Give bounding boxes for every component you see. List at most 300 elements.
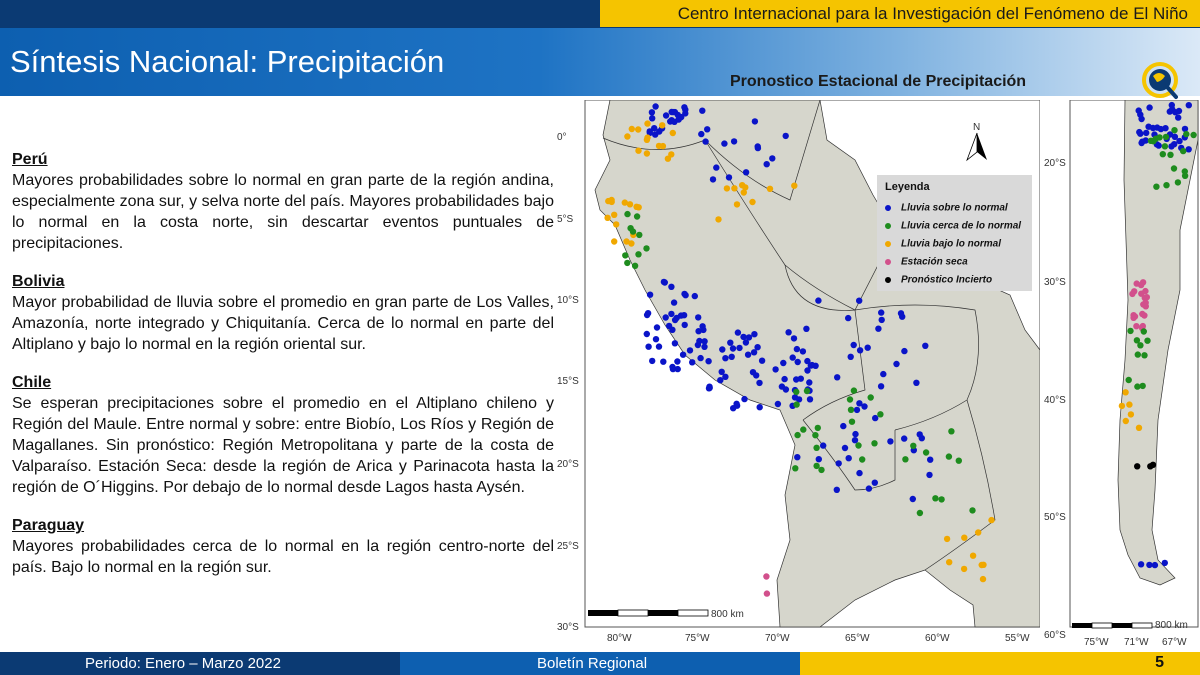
legend-dot [885,259,891,265]
station-dot [764,161,770,167]
station-dot [1130,315,1136,321]
station-dot [669,327,675,333]
organization-name: Centro Internacional para la Investigación del Fenómeno de El Niño [677,4,1188,23]
station-dot [668,151,674,157]
station-dot [865,345,871,351]
station-dot [1160,151,1166,157]
station-dot [701,344,707,350]
station-dot [1139,139,1145,145]
lat-label: 30°S [557,622,579,633]
station-dot [1171,127,1177,133]
legend-label: Lluvia cerca de lo normal [901,220,1022,232]
station-dot [1150,138,1156,144]
station-dot [1134,463,1140,469]
latitude-labels [557,132,579,633]
station-dot [980,562,986,568]
lon-label: 70°W [765,633,790,644]
station-dot [956,458,962,464]
station-dot [988,517,994,523]
station-dot [878,383,884,389]
section-body: Mayores probabilidades sobre lo normal en gran parte de la región andina, especialmente zona sur, y selva norte del país. Mayores probabilidades bajo lo normal en la costa norte, sin descartar eventos puntuales de precipitaciones. [12,172,554,252]
station-dot [1127,328,1133,334]
station-dot [866,485,872,491]
station-dot [705,358,711,364]
station-dot [674,358,680,364]
station-dot [785,329,791,335]
station-dot [656,143,662,149]
station-dot [667,118,673,124]
station-dot [816,456,822,462]
station-dot [1171,165,1177,171]
station-dot [1153,184,1159,190]
station-dot [699,108,705,114]
station-dot [800,426,806,432]
station-dot [901,435,907,441]
station-dot [803,326,809,332]
station-dot [644,134,650,140]
station-dot [678,114,684,120]
section-body: Mayores probabilidades cerca de lo normal en la región centro-norte del país. Bajo lo normal en la región sur. [12,538,554,576]
station-dot [1136,425,1142,431]
station-dot [767,186,773,192]
station-dot [792,465,798,471]
station-dot [926,472,932,478]
station-dot [727,340,733,346]
station-dot [944,536,950,542]
station-dot [910,443,916,449]
lat-label: 25°S [557,541,579,552]
station-dot [769,155,775,161]
station-dot [668,311,674,317]
lat-label: 0° [557,132,567,143]
forecast-period: Periodo: Enero – Marzo 2022 [85,655,281,672]
station-dot [783,386,789,392]
station-dot [849,419,855,425]
station-dot [632,263,638,269]
legend-item-above-normal [885,199,1008,213]
station-dot [856,298,862,304]
station-dot [781,376,787,382]
station-dot [1169,102,1175,108]
station-dot [1162,143,1168,149]
station-dot [893,361,899,367]
station-dot [856,470,862,476]
station-dot [970,553,976,559]
lat-label: 30°S [1044,277,1066,288]
station-dot [1138,561,1144,567]
station-dot [731,138,737,144]
lat-label: 40°S [1044,395,1066,406]
station-dot [704,126,710,132]
station-dot [698,131,704,137]
station-dot [775,401,781,407]
station-dot [756,380,762,386]
station-dot [1143,130,1149,136]
station-dot [938,496,944,502]
lon-label: 55°W [1005,633,1030,644]
station-dot [852,431,858,437]
station-dot [851,342,857,348]
station-dot [722,355,728,361]
station-dot [624,260,630,266]
station-dot [910,496,916,502]
station-dot [901,348,907,354]
station-dot [752,118,758,124]
station-dot [724,185,730,191]
station-dot [794,432,800,438]
scale-label: 800 km [1155,620,1188,631]
station-dot [804,388,810,394]
station-dot [1147,463,1153,469]
station-dot [836,460,842,466]
station-dot [743,169,749,175]
station-dot [635,148,641,154]
station-dot [649,358,655,364]
station-dot [790,354,796,360]
station-dot [880,371,886,377]
station-dot [848,354,854,360]
station-dot [662,279,668,285]
station-dot [763,573,769,579]
station-dot [1163,134,1169,140]
station-dot [783,133,789,139]
station-dot [721,140,727,146]
station-dot [932,495,938,501]
lon-label: 71°W [1124,637,1149,645]
section-title: Bolivia [12,273,65,290]
station-dot [878,309,884,315]
legend-item-near-normal [885,217,1021,231]
station-dot [659,122,665,128]
station-dot [644,150,650,156]
footer-period-bar [0,652,400,675]
station-dot [919,435,925,441]
station-dot [660,359,666,365]
station-dot [647,292,653,298]
station-dot [845,315,851,321]
station-dot [899,314,905,320]
station-dot [644,312,650,318]
station-dot [871,440,877,446]
station-dot [834,374,840,380]
station-dot [608,197,614,203]
station-dot [715,216,721,222]
station-dot [622,252,628,258]
station-dot [1172,109,1178,115]
station-dot [812,432,818,438]
legend-item-uncertain [885,271,992,285]
station-dot [795,359,801,365]
station-dot [692,293,698,299]
station-dot [1140,383,1146,389]
station-dot [749,199,755,205]
lat-label: 50°S [1044,512,1066,523]
station-dot [1152,562,1158,568]
station-dot [1186,102,1192,108]
station-dot [872,415,878,421]
station-dot [1144,294,1150,300]
station-dot [634,213,640,219]
legend-dot [885,241,891,247]
station-dot [872,480,878,486]
station-dot [875,326,881,332]
station-dot [670,130,676,136]
station-dot [678,312,684,318]
station-dot [611,238,617,244]
station-dot [851,387,857,393]
station-dot [808,362,814,368]
station-dot [627,225,633,231]
station-dot [793,389,799,395]
map-legend [877,175,1032,291]
station-dot [1123,418,1129,424]
station-dot [729,354,735,360]
station-dot [663,112,669,118]
station-dot [815,425,821,431]
station-dot [1175,114,1181,120]
station-dot [1140,323,1146,329]
station-dot [946,453,952,459]
lat-label: 10°S [557,295,579,306]
legend-label: Lluvia bajo lo normal [901,238,1002,250]
station-dot [636,232,642,238]
station-dot [706,384,712,390]
lon-label: 60°W [925,633,950,644]
station-dot [750,369,756,375]
station-dot [730,345,736,351]
station-dot [1141,352,1147,358]
station-dot [1126,377,1132,383]
station-dot [772,366,778,372]
station-dot [713,164,719,170]
station-dot [1131,288,1137,294]
footer-bulletin-bar [400,652,800,675]
station-dot [682,322,688,328]
station-dot [671,299,677,305]
lon-label: 75°W [685,633,710,644]
legend-label: Lluvia sobre lo normal [901,202,1008,214]
station-dot [745,352,751,358]
title-band [0,28,1200,96]
station-dot [741,189,747,195]
station-dot [798,376,804,382]
lat-label: 60°S [1044,630,1066,641]
chile-forecast-map [1040,100,1200,645]
station-dot [635,251,641,257]
station-dot [857,347,863,353]
footer [0,652,1200,675]
station-dot [1137,131,1143,137]
section-paraguay [12,516,554,578]
station-dot [701,338,707,344]
station-dot [629,126,635,132]
station-dot [624,211,630,217]
station-dot [813,445,819,451]
station-dot [668,284,674,290]
station-dot [852,437,858,443]
station-dot [791,335,797,341]
station-dot [719,346,725,352]
station-dot [793,401,799,407]
station-dot [656,343,662,349]
station-dot [1162,560,1168,566]
station-dot [731,185,737,191]
station-dot [913,380,919,386]
legend-item-dry-season [885,253,968,267]
slide-title: Síntesis Nacional: Precipitación [10,44,445,79]
station-dot [672,340,678,346]
station-dot [946,559,952,565]
station-dot [635,126,641,132]
station-dot [1134,337,1140,343]
station-dot [1186,146,1192,152]
station-dot [604,215,610,221]
station-dot [1135,351,1141,357]
station-dot [653,336,659,342]
station-dot [1119,403,1125,409]
station-dot [961,535,967,541]
station-dot [1146,104,1152,110]
station-dot [1175,179,1181,185]
station-dot [643,245,649,251]
station-dot [1180,148,1186,154]
lon-label: 75°W [1084,637,1109,645]
map-title: Pronostico Estacional de Precipitación [730,73,1027,90]
station-dot [754,344,760,350]
station-dot [670,366,676,372]
station-dot [794,346,800,352]
station-dot [670,109,676,115]
station-dot [1122,389,1128,395]
station-dot [791,183,797,189]
section-title: Perú [12,151,48,168]
station-dot [611,212,617,218]
station-dot [815,297,821,303]
station-dot [975,529,981,535]
latitude-labels [1044,158,1066,641]
station-dot [730,405,736,411]
station-dot [672,317,678,323]
station-dot [695,342,701,348]
legend-item-below-normal [885,235,1001,249]
station-dot [856,400,862,406]
station-dot [682,292,688,298]
station-dot [736,345,742,351]
station-dot [1138,116,1144,122]
section-bolivia [12,272,554,355]
station-dot [695,328,701,334]
station-dot [623,238,629,244]
station-dot [922,343,928,349]
station-dot [697,355,703,361]
station-dot [854,407,860,413]
station-dot [764,590,770,596]
station-dot [1140,301,1146,307]
station-dot [633,204,639,210]
station-dot [842,445,848,451]
station-dot [656,128,662,134]
station-dot [1182,168,1188,174]
section-title: Chile [12,374,52,391]
station-dot [702,138,708,144]
legend-dot [885,205,891,211]
station-dot [719,369,725,375]
station-dot [1168,143,1174,149]
station-dot [1144,338,1150,344]
lon-label: 80°W [607,633,632,644]
station-dot [1126,401,1132,407]
station-dot [840,423,846,429]
station-dot [807,396,813,402]
station-dot [751,331,757,337]
station-dot [948,428,954,434]
station-dot [734,201,740,207]
station-dot [644,120,650,126]
section-body: Se esperan precipitaciones sobre el promedio en el Altiplano chileno y Región del Maule. Entre normal y sobre: entre Biobío, Los Ríos y Región de Magallanes. Sin pronóstico: Región Metropolitana y parte de la costa de Valparaíso. Estación Seca: desde la región de Arica y Parinacota hasta la región de O´Higgins. Por debajo de lo normal desde Lagos hasta Aysén. [12,395,554,496]
station-dot [1146,562,1152,568]
station-dot [649,109,655,115]
section-title: Paraguay [12,517,85,534]
station-dot [902,456,908,462]
station-dot [680,352,686,358]
station-dot [627,201,633,207]
station-dot [644,331,650,337]
legend-dot [885,277,891,283]
station-dot [923,449,929,455]
lat-label: 20°S [557,459,579,470]
station-dot [663,314,669,320]
legend-label: Estación seca [901,256,968,268]
station-dot [687,347,693,353]
station-dot [969,507,975,513]
station-dot [887,438,893,444]
lon-label: 65°W [845,633,870,644]
station-dot [735,329,741,335]
station-dot [847,396,853,402]
legend-label: Pronóstico Incierto [901,274,993,286]
station-dot [654,324,660,330]
lat-label: 5°S [557,214,574,225]
station-dot [1163,182,1169,188]
station-dot [855,442,861,448]
section-chile [12,373,554,498]
longitude-labels [607,633,1030,644]
station-dot [1142,288,1148,294]
country-summaries [12,150,554,596]
station-dot [695,314,701,320]
station-dot [741,396,747,402]
station-dot [859,456,865,462]
station-dot [917,510,923,516]
station-dot [1145,124,1151,130]
station-dot [877,411,883,417]
station-dot [1176,138,1182,144]
section-peru [12,150,554,254]
station-dot [757,404,763,410]
station-dot [806,379,812,385]
station-dot [613,221,619,227]
station-dot [980,576,986,582]
station-dot [645,344,651,350]
station-dot [1162,125,1168,131]
station-dot [726,174,732,180]
station-dot [780,360,786,366]
station-dot [1167,152,1173,158]
lat-label: 20°S [1044,158,1066,169]
lon-label: 67°W [1162,637,1187,645]
station-dot [649,115,655,121]
legend-dot [885,223,891,229]
